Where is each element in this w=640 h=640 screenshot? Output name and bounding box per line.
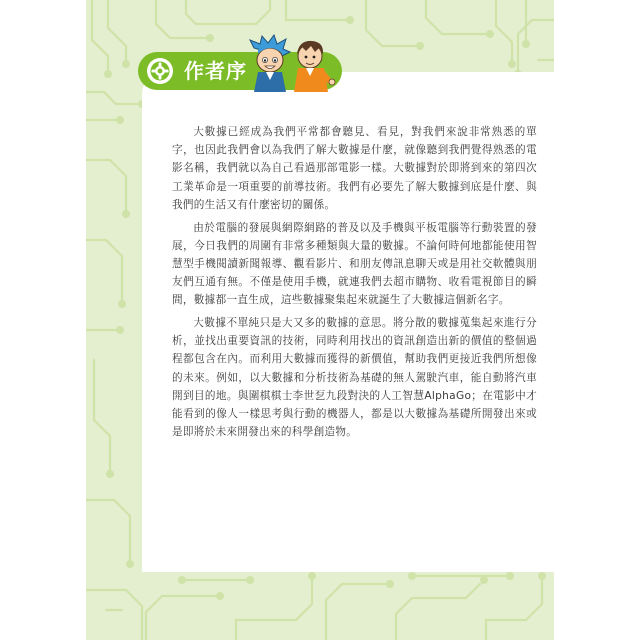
gear-badge-icon [146,57,174,85]
paragraph: 大數據已經成為我們平常都會聽見、看見，對我們來說非常熟悉的單字，也因此我們會以為我們了解大數據是什麼，就像聽到我們覺得熟悉的電影名稱，我們就以為自己看過那部電影一樣。大數據對於即將到來的第四次工業革命是一項重要的前導技術。我們有必要先了解大數據到底是什麼、與我們的生活又有什麼密切的關係。 [172,126,537,211]
two-boy-mascots-illustration [246,34,342,92]
page-title: 作者序 [184,59,247,83]
paragraph: 大數據不單純只是大又多的數據的意思。將分散的數據蒐集起來進行分析，並找出重要資訊的技術，同時利用找出的資訊創造出新的價值的整個過程都包含在內。而利用大數據而獲得的新價值，幫助我們更接近我們所想像的未來。例如，以大數據和分析技術為基礎的無人駕駛汽車，能自動將汽車開到目的地。與圍棋棋士李世乭九段對決的人工智慧AlphaGo；在電影中才能看到的像人一樣思考與行動的機器人，都是以大數據為基礎所開發出來或是即將於未來開發出來的科學創造物。 [172,317,537,439]
book-page [86,0,554,640]
preface-body [172,123,537,446]
paragraph: 由於電腦的發展與網際網路的普及以及手機與平板電腦等行動裝置的發展，今日我們的周圍有非常多種類與大量的數據。不論何時何地都能使用智慧型手機閱讀新聞報導、觀看影片、和朋友傳訊息聊天或是用社交軟體與朋友們互通有無。不僅是使用手機，就連我們去超市購物、收看電視節目的瞬間，數據都一直生成，這些數據聚集起來就誕生了大數據這個新名字。 [172,221,537,307]
